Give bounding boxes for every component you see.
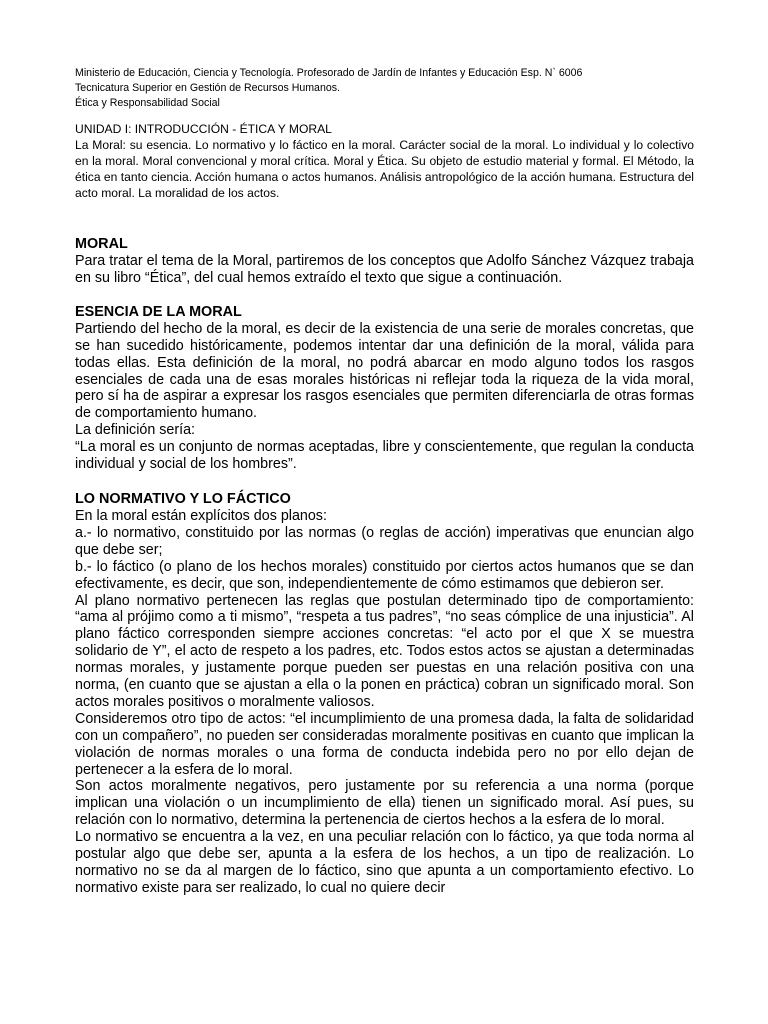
- paragraph: Para tratar el tema de la Moral, partiremos de los conceptos que Adolfo Sánchez Vázquez trabaja en su libro “Ética”, del cual hemos extraído el texto que sigue a continuación.: [75, 253, 694, 286]
- list-item-normativo: a.- lo normativo, constituido por las normas (o reglas de acción) imperativas que enuncian algo que debe ser;: [75, 524, 694, 558]
- document-page: [75, 66, 694, 897]
- unit-title: UNIDAD I: INTRODUCCIÓN - ÉTICA Y MORAL: [75, 122, 332, 136]
- paragraph: Partiendo del hecho de la moral, es decir de la existencia de una serie de morales concretas, que se han sucedido históricamente, podemos intentar dar una definición de la moral, válida para todas ellas. Esta definición de la moral, no podrá abarcar en modo alguno todos los rasgos esenciales de cada una de esas morales históricas ni reflejar toda la riqueza de la vida moral, pero sí ha de aspirar a expresar los rasgos esenciales que permiten diferenciarla de otras formas de comportamiento humano.: [75, 320, 694, 422]
- section-normativo: [75, 491, 694, 897]
- list-item-factico: b.- lo fáctico (o plano de los hechos morales) constituido por ciertos actos humanos que se dan efectivamente, es decir, que son, independientemente de cómo estimamos que debieron ser.: [75, 558, 694, 592]
- header-institution: Ministerio de Educación, Ciencia y Tecnología. Profesorado de Jardín de Infantes y Educación Esp. N` 6006: [75, 67, 583, 79]
- section-heading-moral: MORAL: [75, 236, 128, 252]
- section-esencia: [75, 304, 694, 473]
- paragraph: Son actos moralmente negativos, pero justamente por su referencia a una norma (porque implican una violación o un incumplimiento de ella) tienen un significado moral. Así pues, su relación con lo normativo, determina la pertenencia de ciertos hechos a la esfera de lo moral.: [75, 778, 694, 829]
- paragraph: La definición sería:: [75, 422, 196, 439]
- paragraph: Consideremos otro tipo de actos: “el incumplimiento de una promesa dada, la falta de solidaridad con un compañero”, no pueden ser consideradas moralmente positivas en cuanto que implican la violación de normas morales o una forma de conducta indebida pero no por ello dejan de pertenecer a la esfera de lo moral.: [75, 710, 694, 778]
- header-subject: Ética y Responsabilidad Social: [75, 97, 220, 109]
- paragraph: En la moral están explícitos dos planos:: [75, 507, 327, 524]
- section-moral: [75, 236, 694, 287]
- paragraph: Al plano normativo pertenecen las reglas que postulan determinado tipo de comportamiento: “ama al prójimo como a ti mismo”, “respeta a tus padres”, “no seas cómplice de una injusticia”. Al plano fáctico corresponden siempre acciones concretas: “el acto por el que X se muestra solidario de Y”, el acto de respeto a los padres, etc. Todos estos actos se ajustan a determinadas normas morales, y justamente porque pueden ser puestas en una relación positiva con una norma, (en cuanto que se ajustan a ella o la ponen en práctica) cobran un significado moral. Son actos morales positivos o moralmente valiosos.: [75, 592, 694, 710]
- unit-summary: La Moral: su esencia. Lo normativo y lo fáctico en la moral. Carácter social de la moral. Lo individual y lo colectivo en la moral. Moral convencional y moral crítica. Moral y Ética. Su objeto de estudio material y formal. El Método, la ética en tanto ciencia. Acción humana o actos humanos. Análisis antropológico de la acción humana. Estructura del acto moral. La moralidad de los actos.: [75, 138, 694, 200]
- paragraph: Lo normativo se encuentra a la vez, en una peculiar relación con lo fáctico, ya que toda norma al postular algo que debe ser, apunta a la esfera de los hechos, a un tipo de realización. Lo normativo no se da al margen de lo fáctico, sino que apunta a un comportamiento efectivo. Lo normativo existe para ser realizado, lo cual no quiere decir: [75, 829, 694, 896]
- definition-quote: “La moral es un conjunto de normas aceptadas, libre y conscientemente, que regulan la conducta individual y social de los hombres”.: [75, 439, 694, 473]
- unit-block: [75, 121, 694, 201]
- section-heading-esencia: ESENCIA DE LA MORAL: [75, 303, 242, 320]
- document-header: [75, 66, 694, 111]
- header-program: Tecnicatura Superior en Gestión de Recursos Humanos.: [75, 82, 340, 94]
- section-heading-normativo: LO NORMATIVO Y LO FÁCTICO: [75, 490, 291, 507]
